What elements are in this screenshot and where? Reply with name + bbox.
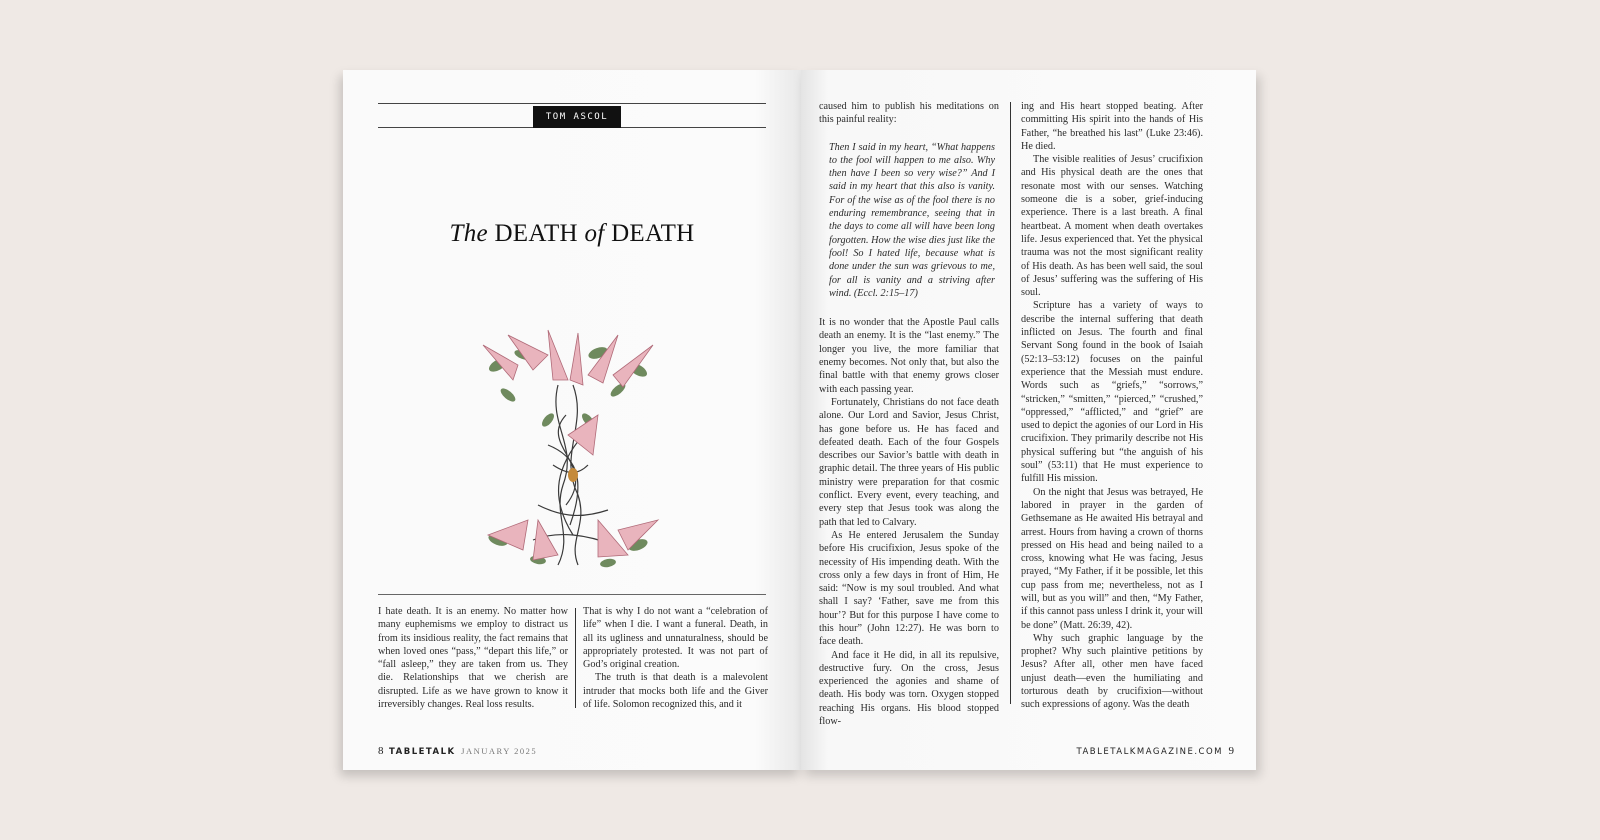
title-the: The	[449, 220, 488, 247]
title-death-1: DEATH	[494, 220, 578, 247]
floral-drop-cap-illustration	[478, 325, 663, 575]
top-rule-upper	[378, 103, 766, 104]
magazine-name: TABLETALK	[389, 747, 456, 757]
paragraph: And face it He did, in all its repulsive, destructive fury. On the cross, Jesus experienced the agonies and shame of death. His body was torn. Oxygen stopped reaching His organs. His blood stopped flow-	[819, 649, 999, 728]
title-of: of	[584, 220, 605, 247]
paragraph: caused him to publish his meditations on this painful reality:	[819, 101, 999, 126]
left-page	[343, 70, 801, 770]
page-number: 8	[378, 745, 384, 757]
column-divider	[1010, 102, 1011, 704]
paragraph: On the night that Jesus was betrayed, He labored in prayer in the garden of Gethsemane as He awaited His betrayal and arrest. Hours from having a crown of thorns pressed on His head and being nailed to a cross, knowing what He was facing, Jesus prayed, “My Father, if it be possible, let this cup pass from me; nevertheless, not as I will, but as you will” and then, “My Father, if this cannot pass unless I drink it, your will be done” (Matt. 26:39, 42).	[1021, 486, 1203, 631]
column-divider	[575, 608, 576, 708]
paragraph: The truth is that death is a malevolent intruder that mocks both life and the Giver of life. Solomon recognized this, and it	[583, 672, 768, 711]
scripture-quote: Then I said in my heart, “What happens to the fool will happen to me also. Why then have I been so very wise?” And I said in my heart that this also is vanity. For of the wise as of the fool there is no enduring remembrance, seeing that in the days to come all will have been long forgotten. How the wise dies just like the fool! So I hated life, because what is done under the sun was grievous to me, for all is vanity and a striving after wind. (Eccl. 2:15–17)	[829, 141, 995, 299]
website: TABLETALKMAGAZINE.COM	[1076, 747, 1223, 757]
paragraph: It is no wonder that the Apostle Paul calls death an enemy. It is the “last enemy.” The longer you live, the more familiar that enemy becomes. Not only that, but also the final battle with that enemy grows closer with each passing year.	[819, 317, 999, 395]
right-column-1	[819, 100, 999, 728]
right-column-2	[1021, 100, 1203, 712]
paragraph: Scripture has a variety of ways to describe the internal suffering that death inflicted on Jesus. The fourth and final Servant Song found in the book of Isaiah (52:13–53:12) focuses on the painful experience that the Messiah must endure. Words such as “griefs,” “sorrows,” “stricken,” “smitten,” “pierced,” “crushed,” “oppressed,” “afflicted,” and “grief” are used to depict the agonies of our Lord in His crucifixion. They primarily describe not His physical suffering but “the anguish of his soul” (53:11) that He must experience to fulfill His mission.	[1021, 300, 1203, 485]
body-top-rule	[378, 594, 766, 595]
article-title	[343, 220, 801, 248]
paragraph: ing and His heart stopped beating. After committing His spirit into the hands of His Father, “he breathed his last” (Luke 23:46). He died.	[1021, 101, 1203, 152]
paragraph: The visible realities of Jesus’ crucifixion and His physical death are the ones that resonate most with our senses. Watching someone die is a sober, grief-inducing experience. There is a last breath. A final heartbeat. A moment when death overtakes life. Jesus experienced that. Yet the physical trauma was not the most significant reality of His death. As has been well said, the soul of Jesus’ suffering was the suffering of His soul.	[1021, 154, 1203, 299]
title-death-2: DEATH	[611, 220, 695, 247]
paragraph: As He entered Jerusalem the Sunday before His crucifixion, Jesus spoke of the necessity of His impending death. With the cross only a few days in front of Him, He said: “Now is my soul troubled. And what shall I say? ‘Father, save me from this hour’? But for this purpose I have come to this hour” (John 12:27). He was born to face death.	[819, 529, 999, 648]
issue-date: JANUARY 2025	[461, 746, 538, 756]
left-folio	[378, 745, 537, 757]
paragraph: Why such graphic language by the prophet? Why such plaintive petitions by Jesus? After all, other men have faced unjust death—even the humiliating and torturous death by crucifixion—without such expressions of agony. Was the death	[1021, 632, 1203, 711]
left-column-1	[378, 605, 568, 711]
left-column-2	[583, 605, 768, 711]
paragraph: Fortunately, Christians do not face death alone. Our Lord and Savior, Jesus Christ, has gone before us. He has faced and defeated death. Each of the four Gospels describes our Savior’s battle with death in graphic detail. The three years of His public ministry were preparation for that cosmic conflict. Every event, every teaching, and every step that Jesus took was along the path that led to Calvary.	[819, 396, 999, 528]
page-number: 9	[1228, 745, 1234, 757]
magazine-spread	[343, 70, 1256, 770]
paragraph: That is why I do not want a “celebration of life” when I die. I want a funeral. Death, in all its ugliness and unnaturalness, should be appropriately protested. It was not part of God’s original creation.	[583, 606, 768, 671]
author-tag: TOM ASCOL	[533, 106, 621, 128]
right-page	[801, 70, 1256, 770]
paragraph: I hate death. It is an enemy. No matter how many euphemisms we employ to distract us from its insidious reality, the fact remains that when loved ones “pass,” “depart this life,” or “fall asleep,” they are taken from us. They die. Relationships that we cherish are disrupted. Life as we have grown to know it irreversibly changes. Real loss results.	[378, 606, 568, 711]
right-folio	[1076, 745, 1234, 757]
